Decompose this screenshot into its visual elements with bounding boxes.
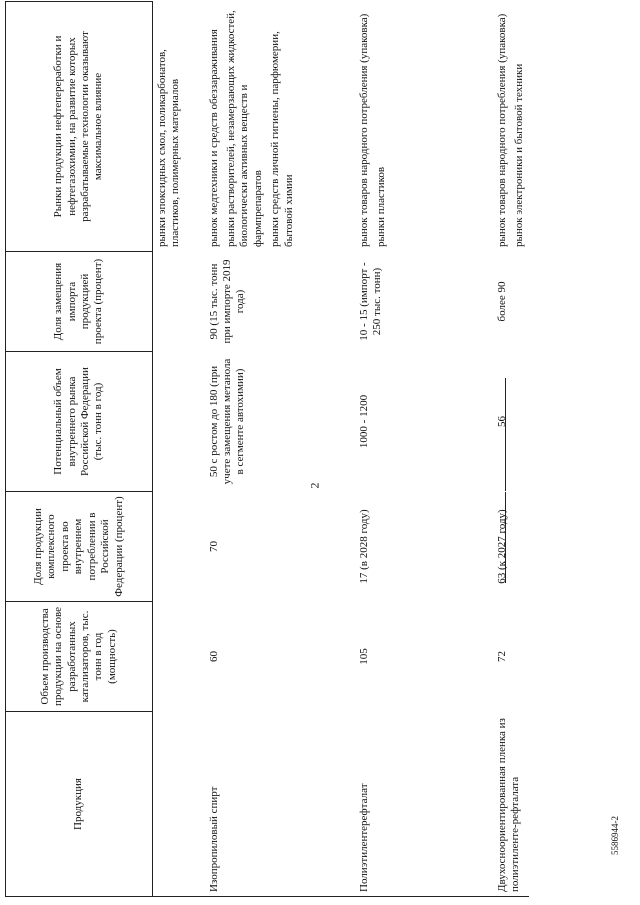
header-product: Продукция [6,712,153,897]
rotated-table-wrapper [5,2,605,897]
document-id: 5586944-2 [610,816,620,855]
market-item: рынки средств личной гигиены, парфюмерии, бытовой химии [269,31,295,247]
table-row [153,2,205,897]
markets-cell [205,2,355,252]
header-market-volume: Потенциальный объем внутреннего рынка Российской Федерации (тыс. тонн в год) [6,352,153,492]
market-volume-cell: 56 [493,352,530,492]
import-substitution-cell [153,252,205,352]
share-cell: 63 (к 2027 году) [493,492,530,602]
market-volume-cell: 50 с ростом до 180 (при учете замещения метанола в сегменте автохимии) [205,352,355,492]
market-item: рынки пластиков [374,166,387,247]
volume-cell: 60 [205,602,355,712]
product-cell: Полиэтилентерефталат [355,712,493,897]
market-item: рынки растворителей, незамерзающих жидкостей, биологически активных веществ и фармпрепаратов [224,10,264,247]
table-row [493,2,530,897]
product-cell: Двухосноориентированная пленка из полиэтиленте-рефталата [493,712,530,897]
share-cell: 17 (в 2028 году) [355,492,493,602]
market-item: рынок товаров народного потребления (упаковка) [357,13,370,247]
market-volume-cell: 1000 - 1200 [355,352,493,492]
product-cell: Изопропиловый спирт [205,712,355,897]
import-substitution-cell: 90 (15 тыс. тонн при импорте 2019 года) [205,252,355,352]
volume-cell: 105 [355,602,493,712]
share-cell [153,492,205,602]
markets-cell [493,2,530,252]
product-cell [153,712,205,897]
import-substitution-cell: 10 - 15 (импорт - 250 тыс. тонн) [355,252,493,352]
header-volume: Объем производства продукции на основе разработанных катализаторов, тыс. тонн в год (мощность) [6,602,153,712]
share-cell: 70 [205,492,355,602]
header-import-substitution: Доля замещения импорта продукцией проекта (процент) [6,252,153,352]
markets-cell [153,2,205,252]
table-row [355,2,493,897]
data-table [5,1,529,897]
market-item: рынок товаров народного потребления (упаковка) [495,13,508,247]
header-share: Доля продукции комплексного проекта во внутреннем потреблении в Российской Федерации (процент) [6,492,153,602]
markets-cell [355,2,493,252]
table-body [153,2,530,897]
table-header [6,2,153,897]
page-number: 2 [307,482,322,489]
market-volume-cell [153,352,205,492]
market-item: рынок электроники и бытовой техники [512,63,525,247]
table-row [205,2,355,897]
import-substitution-cell: более 90 [493,252,530,352]
volume-cell: 72 [493,602,530,712]
market-item: рынок медтехники и средств обеззараживания [207,29,220,247]
header-markets: Рынки продукции нефтепереработки и нефтегазохимии, на развитие которых разрабатываемые технологии оказывают максимальное влияние [6,2,153,252]
volume-cell [153,602,205,712]
market-item: рынки эпоксидных смол, поликарбонатов, пластиков, полимерных материалов [156,49,182,247]
